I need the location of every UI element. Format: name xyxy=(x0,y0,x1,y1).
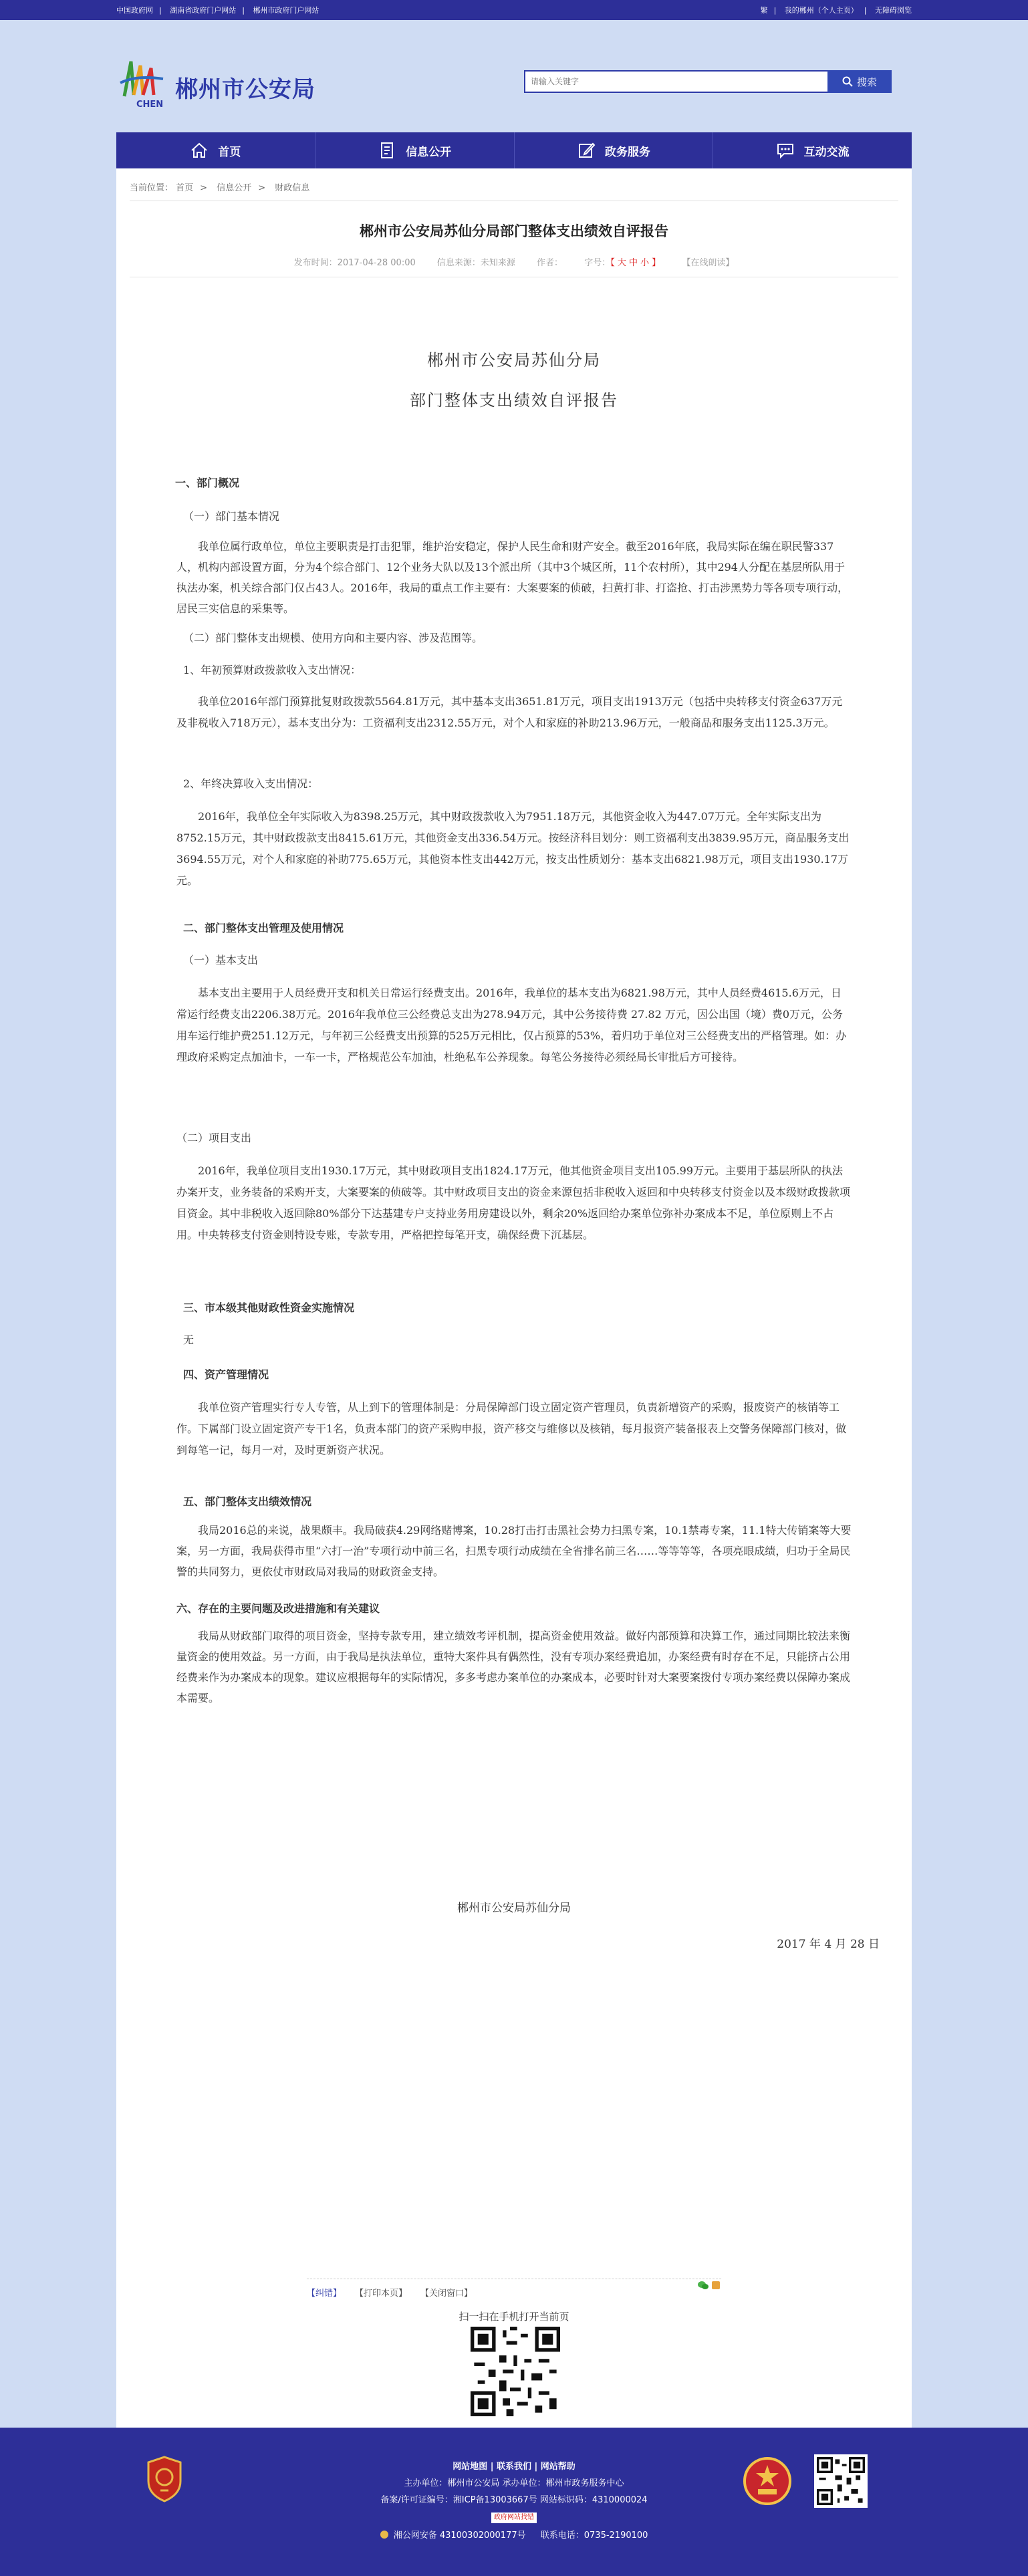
svg-text:CHEN: CHEN xyxy=(136,100,164,110)
search-icon xyxy=(842,76,853,87)
footer-bottom xyxy=(0,2528,1028,2541)
breadcrumb: 当前位置： 首页 > 信息公开 > 财政信息 xyxy=(130,183,310,193)
footer-links[interactable]: 网站地图 | 联系我们 | 网站帮助 xyxy=(453,2462,575,2472)
share-icon[interactable] xyxy=(711,2281,721,2290)
article-meta xyxy=(116,255,912,268)
article-tools xyxy=(307,2279,721,2305)
nav-label-gov-service: 政务服务 xyxy=(604,145,650,159)
topbar-right-links: 繁 | 我的郴州（个人主页） | 无障碍浏览 xyxy=(760,6,912,15)
section-heading-6: 六、存在的主要问题及改进措施和有关建议 xyxy=(176,1602,380,1615)
share-icons xyxy=(698,2281,721,2293)
author: 作者： xyxy=(537,258,563,268)
link-gov-cn[interactable]: 中国政府网 xyxy=(116,6,153,15)
read-aloud-button[interactable]: 【在线朗读】 xyxy=(682,258,735,268)
subheading: 1、年初预算财政拨款收入支出情况： xyxy=(183,664,362,676)
police-record-number[interactable]: 湘公网安备 43100302000177号 xyxy=(393,2531,526,2541)
contact-phone: 联系电话：0735-2190100 xyxy=(540,2531,648,2541)
footer-qr-code-icon xyxy=(814,2454,868,2508)
section-heading-1: 一、部门概况 xyxy=(175,477,240,489)
font-size-label: 字号： xyxy=(584,258,611,268)
main-nav xyxy=(116,132,912,168)
info-source: 信息来源：未知来源 xyxy=(436,258,515,268)
site-title: 郴州市公安局 xyxy=(175,76,315,103)
search-box xyxy=(524,70,877,93)
qr-code-icon xyxy=(471,2327,560,2416)
print-button[interactable]: 【打印本页】 xyxy=(355,2289,408,2299)
breadcrumb-home[interactable]: 首页 xyxy=(176,183,194,193)
site-logo[interactable] xyxy=(116,56,344,110)
footer-error-badge[interactable]: 政府网站找错 xyxy=(0,2508,1028,2525)
police-record-icon xyxy=(380,2531,388,2539)
doc-title-line2: 部门整体支出绩效自评报告 xyxy=(410,391,618,410)
topbar-left-links: 中国政府网 | 湖南省政府门户网站 | 郴州市政府门户网站 xyxy=(116,6,319,15)
edit-icon xyxy=(577,141,596,160)
subheading: （二）部门整体支出规模、使用方向和主要内容、涉及范围等。 xyxy=(183,632,483,644)
subheading: 2、年终决算收入支出情况： xyxy=(183,777,319,790)
paragraph: 2016年，我单位项目支出1930.17万元，其中财政项目支出1824.17万元，他其他资金项目支出105.99万元。主要用于基层所队的执法办案开支，业务装备的采购开支，大案要案的侦破等。其中财政项目支出的资金来源包括非税收入返回和中央转移支付资金以及本级财政拨款项目资金。其中非税收入返回除80%部分下达基建专户支持业务用房建设以外，剩余20%返回给办案单位弥补办案成本不足，单位原则上不占用。中央转移支付资金则特设专账，专款专用，严格把控每笔开支，确保经费下沉基层。 xyxy=(176,1164,851,1241)
section-heading-3: 三、市本级其他财政性资金实施情况 xyxy=(183,1301,355,1314)
section-heading-4: 四、资产管理情况 xyxy=(183,1368,269,1381)
search-button[interactable] xyxy=(827,70,892,93)
signature: 郴州市公安局苏仙分局 xyxy=(457,1902,571,1915)
footer-info xyxy=(0,2458,1028,2525)
link-hunan-gov[interactable]: 湖南省政府门户网站 xyxy=(170,6,237,15)
font-size-options[interactable]: 【 大 中 小 】 xyxy=(610,258,661,268)
nav-item-info-public[interactable] xyxy=(315,132,515,168)
breadcrumb-info-public[interactable]: 信息公开 xyxy=(217,183,252,193)
paragraph: 我单位属行政单位，单位主要职责是打击犯罪，维护治安稳定，保护人民生命和财产安全。截至2016年底，我局实际在编在职民警337人，机构内部设置方面，分为4个综合部门、12个业务大队以及13个派出所（其中3个城区所，11个农村所），其中294人分配在基层所队用于执法办案，机关综合部门仅占43人。2016年，我局的重点工作主要有：大案要案的侦破，扫黄打非、打盗抢、打击涉黑势力等各项专项行动，居民三实信息的采集等。 xyxy=(176,540,849,615)
search-button-label: 搜索 xyxy=(856,76,877,88)
paragraph: 无 xyxy=(183,1333,195,1346)
signature-date: 2017 年 4 月 28 日 xyxy=(777,1938,880,1951)
home-icon xyxy=(190,141,209,160)
breadcrumb-finance-info[interactable]: 财政信息 xyxy=(275,183,310,193)
subheading: （一）部门基本情况 xyxy=(183,510,280,523)
link-my-chenzhou[interactable]: 我的郴州（个人主页） xyxy=(784,6,858,15)
content-panel xyxy=(116,168,912,2428)
paragraph: 我局2016总的来说，战果颇丰。我局破获4.29网络赌博案，10.28打击打击黑社会势力扫黑专案，10.1禁毒专案，11.1特大传销案等大要案，另一方面，我局获得市里“六打一治”专项行动中前三名，扫黑专项行动成绩在全省排名前三名……等等等等，各项亮眼成绩，归功于全局民警的共同努力，更依仗市财政局对我局的财政资金支持。 xyxy=(176,1524,852,1578)
paragraph: 我单位2016年部门预算批复财政拨款5564.81万元，其中基本支出3651.81万元，项目支出1913万元（包括中央转移支付资金637万元及非税收入718万元），基本支出分为：工资福利支出2312.55万元，对个人和家庭的补助213.96万元，一般商品和服务支出1125.3万元。 xyxy=(176,695,843,729)
subheading: （二）项目支出 xyxy=(176,1132,252,1144)
paragraph: 我单位资产管理实行专人专管，从上到下的管理体制是：分局保障部门设立固定资产管理员，负责新增资产的采购，报废资产的核销等工作。下属部门设立固定资产专干1名，负责本部门的资产采购申报，资产移交与维修以及核销，每月报资产装备报表上交警务保障部门核对，做到每笔一记，每月一对，及时更新资产状况。 xyxy=(176,1401,847,1456)
nav-item-interaction[interactable] xyxy=(713,132,912,168)
link-accessibility[interactable]: 无障碍浏览 xyxy=(875,6,912,15)
nav-item-gov-service[interactable] xyxy=(515,132,714,168)
breadcrumb-prefix: 当前位置： xyxy=(130,183,174,193)
footer-icp: 备案/许可证编号：湘ICP备13003667号 网站标识码：4310000024 xyxy=(380,2495,648,2505)
top-bar xyxy=(0,0,1028,20)
paragraph: 基本支出主要用于人员经费开支和机关日常运行经费支出。2016年，我单位的基本支出为6821.98万元，其中人员经费4615.6万元，日常运行经费支出2206.38万元。2016年我单位三公经费总支出为278.94万元，其中公务接待费 27.82 万元，因公出国（境）费0万元，公务用车运行维护费251.12万元，与年初三公经费支出预算的525万元相比，仅占预算的53%，着归功于单位对三公经费支出的严格管理。如：办理政府采购定点加油卡，一车一卡，严格规范公车加油，杜绝私车公养现象。每笔公务接待必须经局长审批后方可接待。 xyxy=(176,987,847,1063)
link-traditional-chinese[interactable]: 繁 xyxy=(760,6,768,15)
site-header xyxy=(116,47,912,120)
report-error-button[interactable]: 【纠错】 xyxy=(307,2289,342,2299)
document-icon xyxy=(378,141,396,160)
doc-title-line1: 郴州市公安局苏仙分局 xyxy=(427,351,601,370)
subheading: （一）基本支出 xyxy=(183,954,259,967)
section-heading-5: 五、部门整体支出绩效情况 xyxy=(183,1495,312,1508)
nav-label-info-public: 信息公开 xyxy=(406,145,452,159)
site-footer xyxy=(0,2428,1028,2576)
paragraph: 我局从财政部门取得的项目资金，坚持专款专用，建立绩效考评机制，提高资金使用效益。做好内部预算和决算工作，通过同期比较法来衡量资金的使用效益。另一方面，由于我局是执法单位，重特大案件具有偶然性，没有专项办案经费追加，办案经费有时存在不足，只能挤占公用经费来作为办案成本的现象。建议应根据每年的实际情况，多多考虑办案单位的办案成本，必要时针对大案要案拨付专项办案经费以保障办案成本需要。 xyxy=(176,1630,851,1704)
nav-label-home: 首页 xyxy=(218,145,241,159)
link-chenzhou-gov[interactable]: 郴州市政府门户网站 xyxy=(253,6,319,15)
footer-host: 主办单位：郴州市公安局 承办单位：郴州市政务服务中心 xyxy=(404,2478,624,2488)
section-heading-2: 二、部门整体支出管理及使用情况 xyxy=(183,922,344,934)
close-window-button[interactable]: 【关闭窗口】 xyxy=(420,2289,473,2299)
chenzhou-logo-icon xyxy=(116,56,172,110)
nav-label-interaction: 互动交流 xyxy=(803,145,850,159)
publish-date: 发布时间：2017-04-28 00:00 xyxy=(293,258,416,268)
nav-item-home[interactable] xyxy=(116,132,315,168)
font-size-control xyxy=(584,258,660,268)
search-input[interactable] xyxy=(524,70,829,93)
scan-hint: 扫一扫在手机打开当前页 xyxy=(459,2311,569,2323)
national-emblem-icon xyxy=(741,2454,794,2508)
wechat-icon[interactable] xyxy=(698,2281,709,2290)
chat-icon xyxy=(776,141,795,160)
article-title: 郴州市公安局苏仙分局部门整体支出绩效自评报告 xyxy=(360,223,668,239)
paragraph: 2016年，我单位全年实际收入为8398.25万元，其中财政拨款收入为7951.18万元，其他资金收入为447.07万元。全年实际支出为8752.15万元，其中财政拨款支出8415.61万元，其他资金支出336.54万元。按经济科目划分：则工资福利支出3839.95万元，商品服务支出3694.55万元，对个人和家庭的补助775.65万元，其他资本性支出442万元，按支出性质划分：基本支出6821.98万元，项目支出1930.17万元。 xyxy=(176,810,850,887)
